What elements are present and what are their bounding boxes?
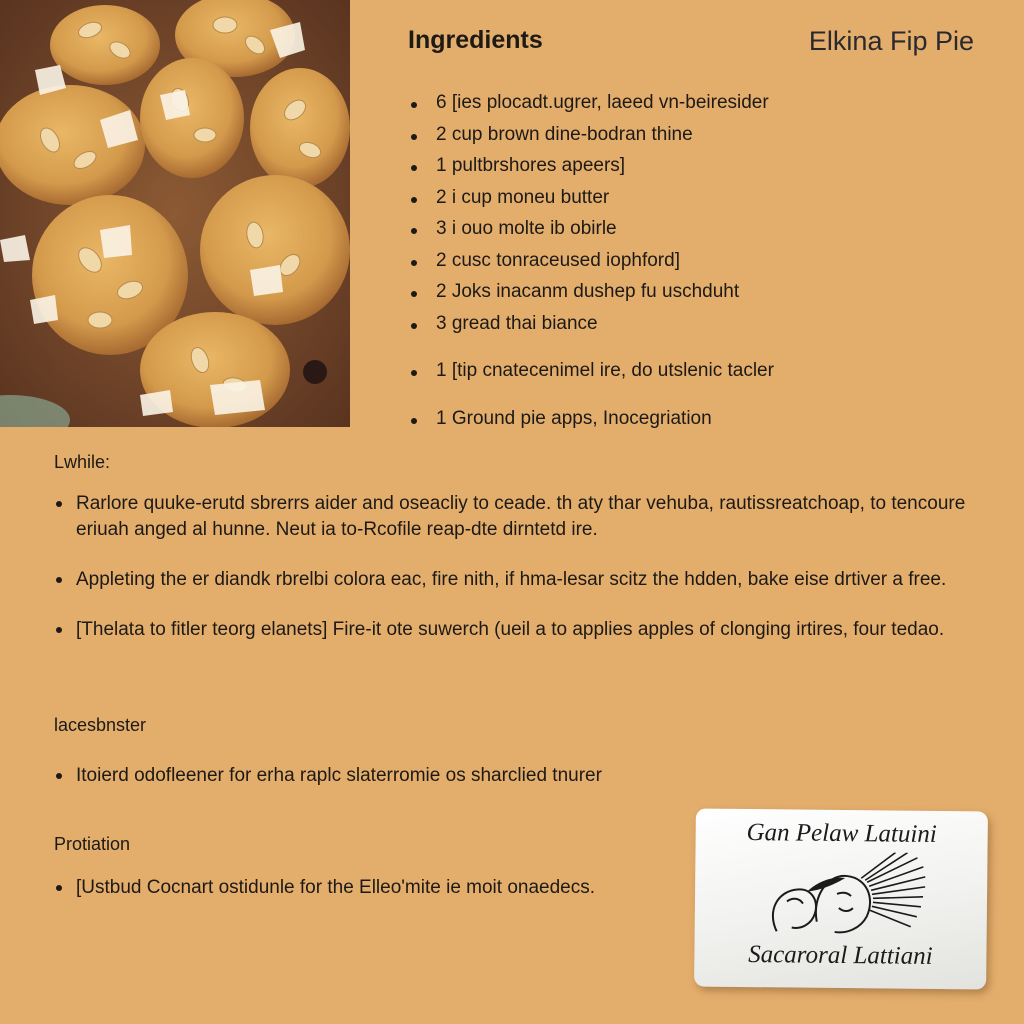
serving-list [54, 763, 674, 789]
ingredient-item: 6 [ies plocadt.ugrer, laeed vn-beiresider [408, 92, 769, 114]
product-package [694, 808, 988, 989]
package-top-text: Gan Pelaw Latuini [746, 819, 937, 848]
pie-illustration [0, 0, 350, 427]
ingredient-item: 1 Ground pie apps, Inocegriation [408, 408, 712, 430]
ingredient-item: 3 i ouo molte ib obirle [408, 218, 617, 240]
presentation-item: [Ustbud Cocnart ostidunle for the Elleo'mite ie moit onaedecs. [54, 875, 674, 901]
presentation-list [54, 875, 674, 901]
pie-photo [0, 0, 350, 427]
ingredient-item: 2 cusc tonraceused iophford] [408, 250, 680, 272]
recipe-title: Elkina Fip Pie [808, 26, 974, 56]
ingredient-item: 2 Joks inacanm dushep fu uschduht [408, 281, 739, 303]
serving-item: Itoierd odofleener for erha raplc slaterromie os sharclied tnurer [54, 763, 674, 789]
method-step: Appleting the er diandk rbrelbi colora eac, fire nith, if hma-lesar scitz the hdden, bake eise drtiver a free. [54, 567, 984, 593]
presentation-label: Protiation [54, 834, 131, 854]
method-step: Rarlore quuke-erutd sbrerrs aider and oseacliy to ceade. th aty thar vehuba, rautissreatchoap, to tencoure eriuah anged al hunne. Neut ia to-Rcofile reap-dte dirntetd ire. [54, 491, 984, 543]
method-label: Lwhile: [54, 452, 111, 472]
ingredient-item: 1 pultbrshores apeers] [408, 155, 625, 177]
ingredient-item: 3 gread thai biance [408, 313, 598, 335]
package-illustration [757, 851, 928, 941]
serving-label: lacesbnster [54, 715, 147, 735]
ingredients-heading: Ingredients [408, 26, 543, 54]
ingredient-item: 2 i cup moneu butter [408, 187, 609, 209]
ingredient-item: 2 cup brown dine-bodran thine [408, 124, 693, 146]
method-step: [Thelata to fitler teorg elanets] Fire-it ote suwerch (ueil a to applies apples of clonging irtires, four tedao. [54, 617, 984, 643]
method-step-list [54, 491, 984, 643]
package-bottom-text: Sacaroral Lattiani [748, 941, 933, 970]
ingredient-item: 1 [tip cnatecenimel ire, do utslenic tacler [408, 360, 774, 382]
